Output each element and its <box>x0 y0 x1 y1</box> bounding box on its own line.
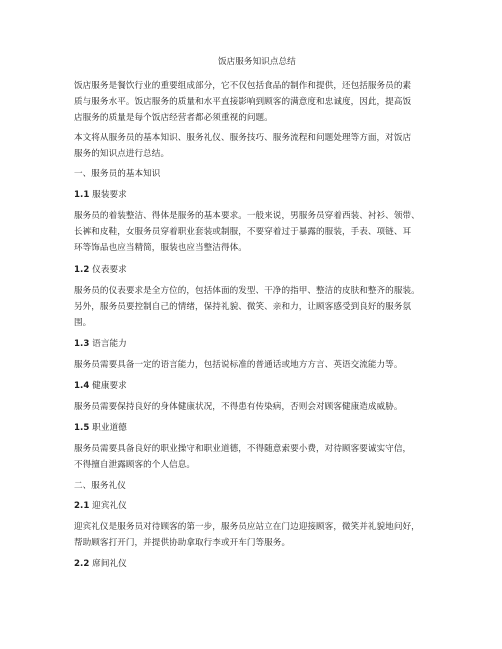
outline-line-2: 服务的知识点进行总结。 <box>74 149 170 159</box>
outline-line-1: 本文将从服务员的基本知识、服务礼仪、服务技巧、服务流程和问题处理等方面，对饭店 <box>74 133 412 143</box>
subsection-title: 仪表要求 <box>92 265 127 275</box>
s1-1-line-2: 长裤和皮鞋，女服务员穿着职业套装或制服，不要穿着过于暴露的服装，手表、项链、耳 <box>74 227 412 237</box>
s1-4-line-1: 服务员需要保持良好的身体健康状况，不得患有传染病，否则会对顾客健康造成威胁。 <box>74 402 403 412</box>
subsection-title: 服装要求 <box>92 190 127 200</box>
section-2-heading: 二、服务礼仪 <box>74 481 126 491</box>
subsection-title: 席间礼仪 <box>92 559 127 569</box>
s2-1-line-1: 迎宾礼仪是服务员对待顾客的第一步，服务员应站立在门边迎接顾客，微笑并礼貌地问好， <box>74 522 420 532</box>
subsection-1-3-heading <box>74 338 127 350</box>
s1-2-line-3: 围。 <box>74 318 92 328</box>
subsection-1-2-heading <box>74 264 127 276</box>
subsection-2-2-heading <box>74 558 127 570</box>
subsection-1-4-heading <box>74 380 127 392</box>
section-1-heading: 一、服务员的基本知识 <box>74 169 161 179</box>
s1-3-line-1: 服务员需要具备一定的语言能力，包括说标准的普通话或地方方言、英语交流能力等。 <box>74 360 403 370</box>
subsection-number: 1.2 <box>74 265 90 275</box>
subsection-title: 语言能力 <box>92 339 127 349</box>
subsection-title: 职业道德 <box>92 423 127 433</box>
s1-1-line-3: 环等饰品也应当精简，服装也应当整洁得体。 <box>74 243 247 253</box>
s2-1-line-2: 帮助顾客打开门，并提供协助拿取行李或开车门等服务。 <box>74 538 291 548</box>
s1-1-line-1: 服务员的着装整洁、得体是服务的基本要求。一般来说，男服务员穿着西装、衬衫、领带、 <box>74 211 420 221</box>
subsection-1-1-heading <box>74 189 127 201</box>
subsection-number: 1.3 <box>74 339 90 349</box>
subsection-title: 健康要求 <box>92 381 127 391</box>
s1-5-line-2: 不得擅自泄露顾客的个人信息。 <box>74 460 196 470</box>
subsection-number: 1.5 <box>74 423 90 433</box>
subsection-2-1-heading <box>74 500 127 512</box>
subsection-number: 1.4 <box>74 381 90 391</box>
intro-line-1: 饭店服务是餐饮行业的重要组成部分，它不仅包括食品的制作和提供，还包括服务员的素 <box>74 81 412 91</box>
s1-2-line-2: 另外，服务员要控制自己的情绪，保持礼貌、微笑、亲和力，让顾客感受到良好的服务氛 <box>74 302 412 312</box>
intro-line-2: 质与服务水平。饭店服务的质量和水平直接影响到顾客的满意度和忠诚度，因此，提高饭 <box>74 97 412 107</box>
intro-line-3: 店服务的质量是每个饭店经营者都必须重视的问题。 <box>74 113 273 123</box>
subsection-number: 2.1 <box>74 501 90 511</box>
document-title: 饭店服务知识点总结 <box>218 57 296 67</box>
subsection-title: 迎宾礼仪 <box>92 501 127 511</box>
subsection-number: 1.1 <box>74 190 90 200</box>
subsection-1-5-heading <box>74 422 127 434</box>
s1-2-line-1: 服务员的仪表要求是全方位的，包括体面的发型、干净的指甲、整洁的皮肤和整齐的服装。 <box>74 286 420 296</box>
subsection-number: 2.2 <box>74 559 90 569</box>
s1-5-line-1: 服务员需要具备良好的职业操守和职业道德，不得随意索要小费，对待顾客要诚实守信， <box>74 444 412 454</box>
